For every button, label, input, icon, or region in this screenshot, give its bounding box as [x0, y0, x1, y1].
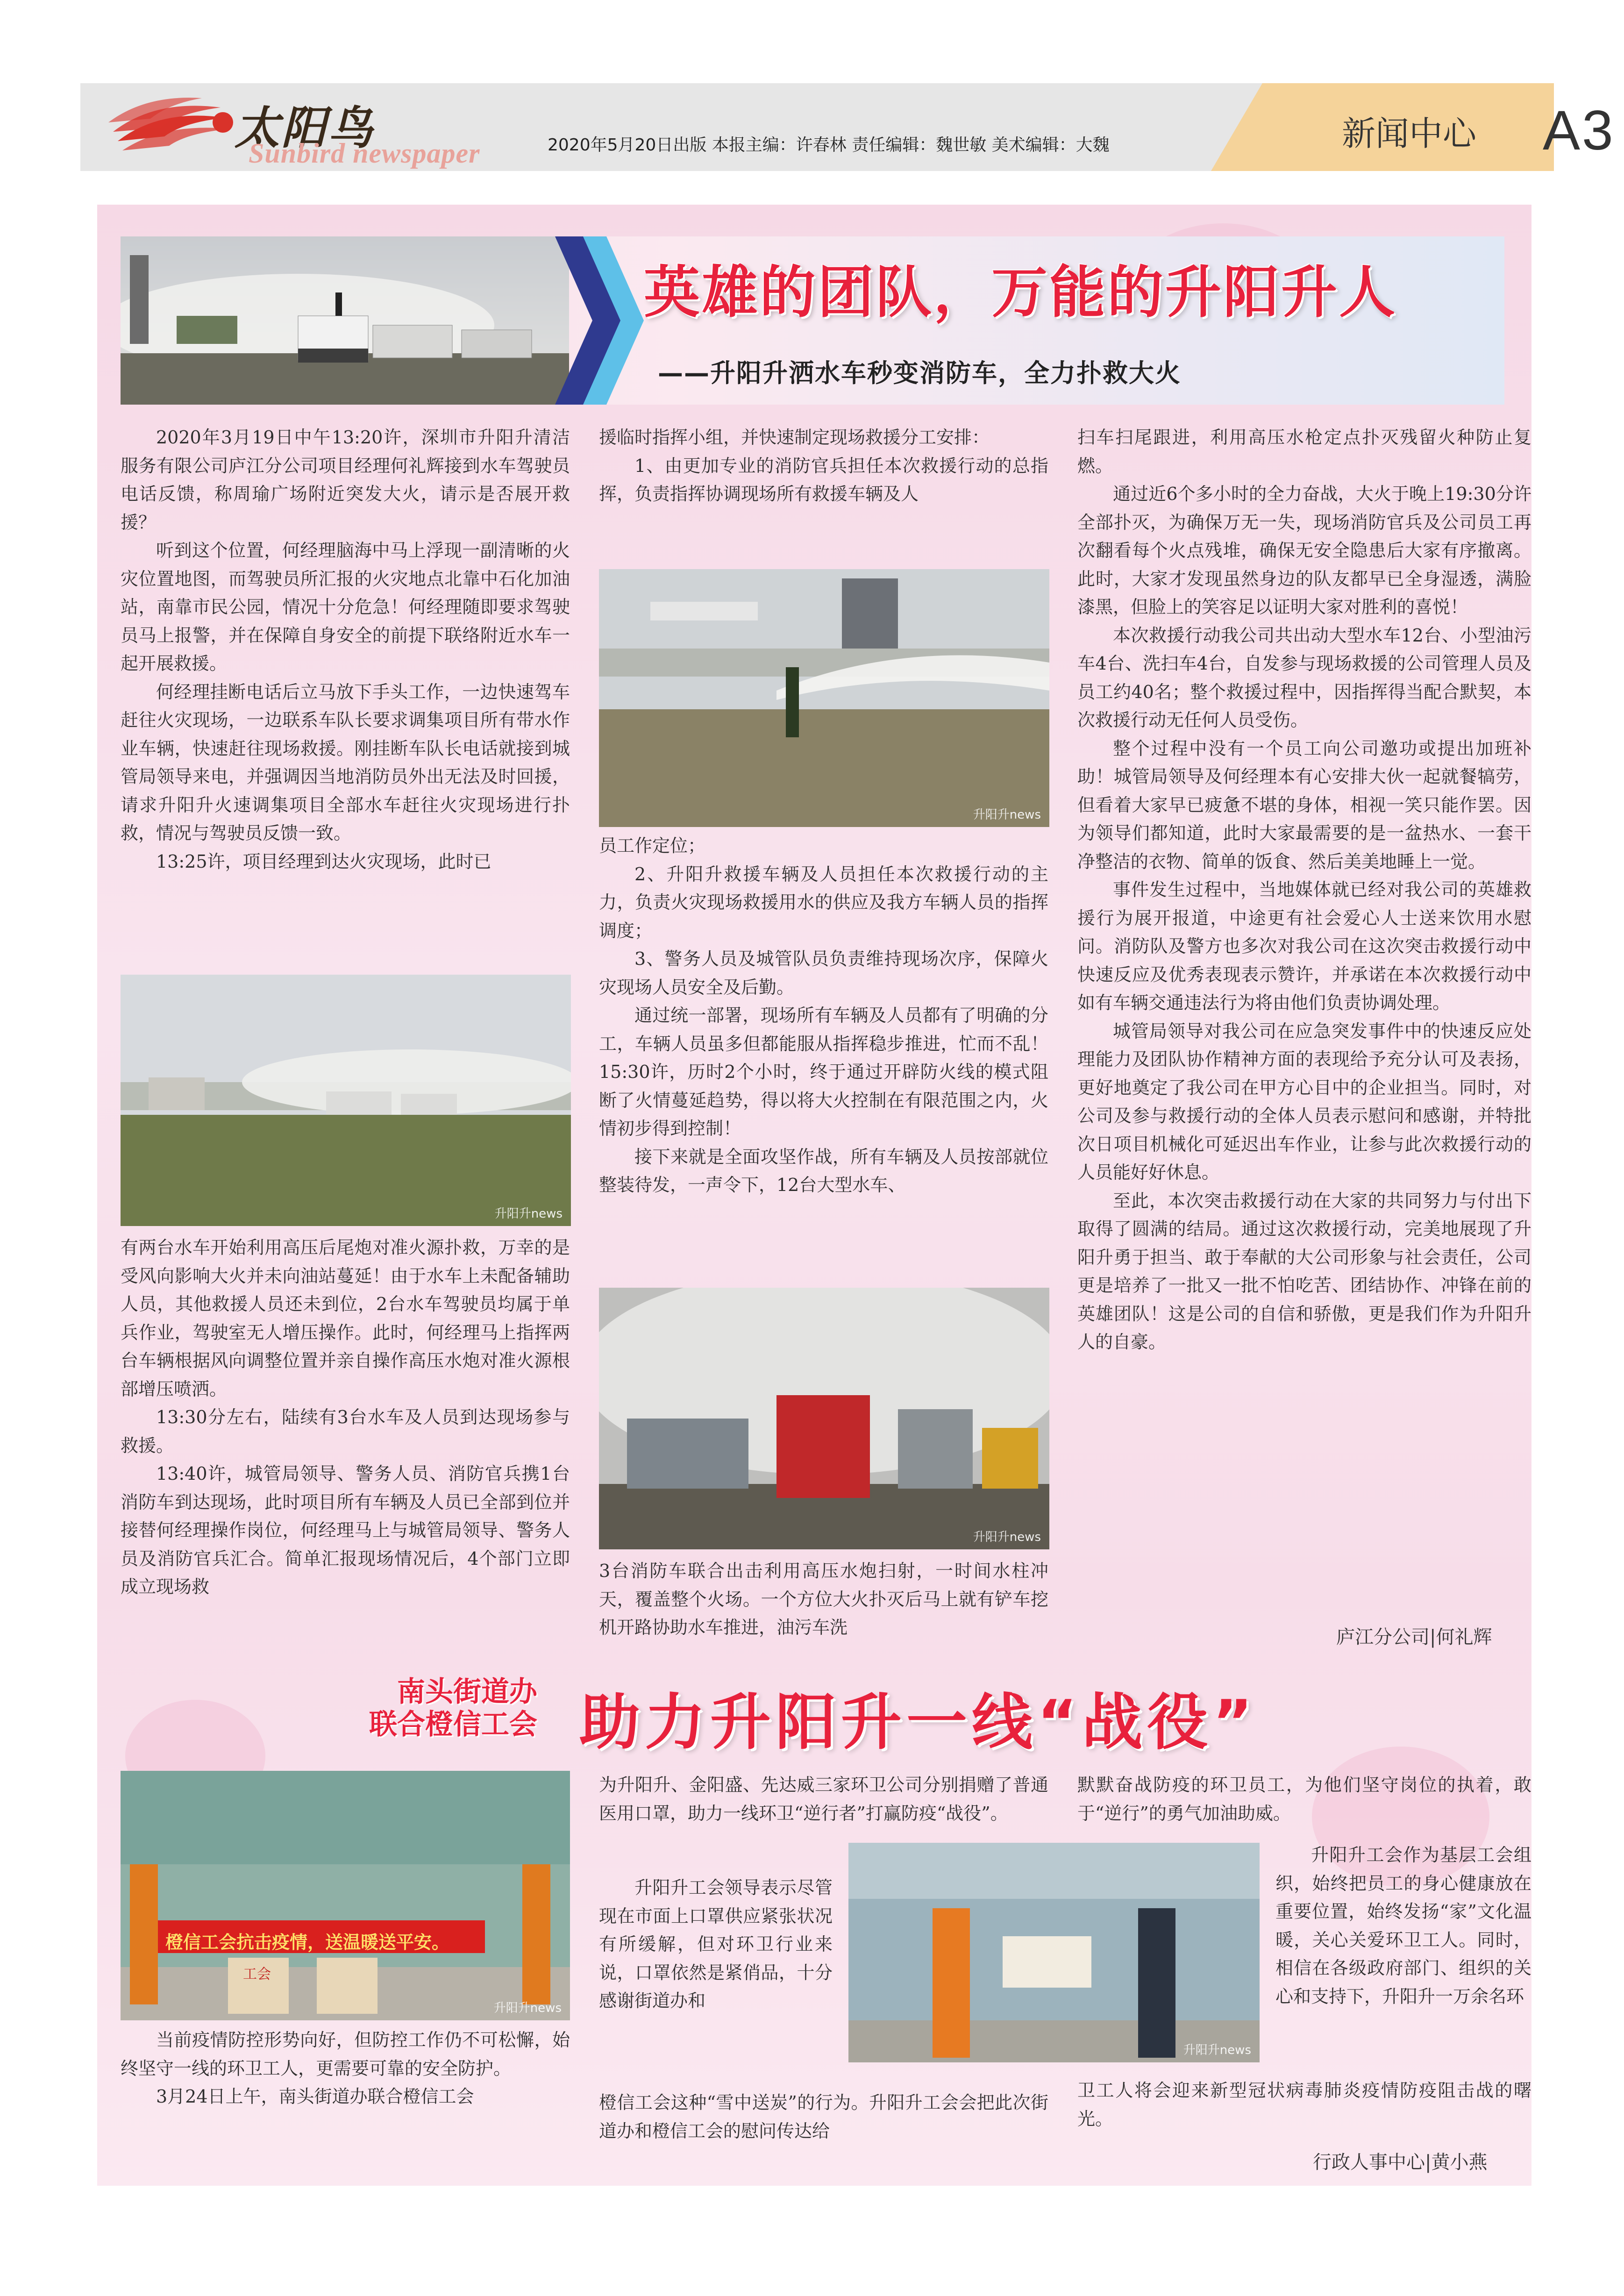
article-column-2c: [599, 1557, 1048, 1642]
article2-title: 助力升阳升一线“战役”: [579, 1687, 1257, 1758]
paragraph: 员工作定位；: [599, 835, 706, 856]
article2-column-3c: [1077, 2076, 1531, 2133]
paragraph: 1、由更加专业的消防官兵担任本次救援行动的总指挥，负责指挥协调现场所有救援车辆及人: [599, 455, 1048, 504]
paragraph: 扫车扫尾跟进，利用高压水枪定点扑灭残留火种防止复燃。: [1077, 427, 1531, 476]
photo-watermark: 升阳升news: [1183, 2043, 1251, 2057]
box-label: 工会: [243, 1966, 271, 1982]
paragraph: 援临时指挥小组，并快速制定现场救援分工安排：: [599, 427, 990, 448]
paragraph: 13:40许，城管局领导、警务人员、消防官兵携1台消防车到达现场，此时项目所有车辆及人员已全部到位并接替何经理操作岗位，何经理马上与城管局领导、警务人员及消防官兵汇合。简单汇报现场情况后，4个部门立即成立现场救: [121, 1463, 570, 1597]
paragraph: 3台消防车联合出击利用高压水炮扫射，一时间水柱冲天，覆盖整个火场。一个方位大火扑灭后马上就有铲车挖机开路协助水车推进，油污车洗: [599, 1561, 1048, 1638]
paragraph: 3月24日上午，南头街道办联合橙信工会: [156, 2086, 474, 2107]
paragraph: 13:25许，项目经理到达火灾现场，此时已: [156, 851, 491, 872]
paragraph: 橙信工会这种“雪中送炭”的行为。升阳升工会会把此次街道办和橙信工会的慰问传达给: [599, 2092, 1048, 2141]
paragraph: 当前疫情防控形势向好，但防控工作仍不可松懈，始终坚守一线的环卫工人，更需要可靠的安全防护。: [121, 2030, 570, 2079]
photo-banner-text: 橙信工会抗击疫情，送温暖送平安。: [165, 1932, 450, 1953]
paragraph: 3、警务人员及城管队员负责维持现场次序，保障火灾现场人员安全及后勤。: [599, 948, 1048, 998]
article2-column-2c: [599, 2089, 1048, 2145]
mask-handover-photo: [848, 1843, 1260, 2062]
article2-column-3b: [1275, 1841, 1531, 2011]
photo-scene: [121, 975, 571, 1226]
paragraph: 至此，本次突击救援行动在大家的共同努力与付出下取得了圆满的结局。通过这次救援行动，完美地展现了升阳升勇于担当、敢于奉献的大公司形象与社会责任，公司更是培养了一批又一批不怕吃苦、团结协作、冲锋在前的英雄团队！这是公司的自信和骄傲，更是我们作为升阳升人的自豪。: [1077, 1190, 1531, 1352]
chevron-arrows-icon: [555, 236, 648, 405]
paragraph: 为升阳升、金阳盛、先达威三家环卫公司分别捐赠了普通医用口罩，助力一线环卫“逆行者”打赢防疫“战役”。: [599, 1775, 1048, 1824]
page-number: A3: [1543, 99, 1615, 162]
title-line: 南头街道办: [397, 1676, 537, 1708]
article2-column-2a: [599, 1771, 1048, 1827]
paragraph: 升阳升工会领导表示尽管现在市面上口罩供应紧张状况有所缓解，但对环卫行业来说，口罩依然是紧俏品，十分感谢街道办和: [599, 1877, 833, 2011]
article-banner: [121, 236, 1504, 405]
photo-scene: [599, 569, 1049, 827]
paragraph: 何经理挂断电话后立马放下手头工作，一边快速驾车赶往火灾现场，一边联系车队长要求调集项目所有带水作业车辆，快速赶往现场救援。刚挂断车队长电话就接到城管局领导来电，并强调因当地消防员外出无法及时回援，请求升阳升火速调集项目全部水车赶往火灾现场进行扑救，情况与驾驶员反馈一致。: [121, 681, 570, 843]
section-name: 新闻中心: [1342, 114, 1477, 153]
article2-column-1: [121, 2026, 570, 2111]
masthead: [80, 83, 1615, 171]
paragraph: 默默奋战防疫的环卫员工，为他们坚守岗位的执着，敢于“逆行”的勇气加油助威。: [1077, 1775, 1531, 1824]
paragraph: 2、升阳升救援车辆及人员担任本次救援行动的主力，负责火灾现场救援用水的供应及我方车辆人员的指挥调度；: [599, 863, 1048, 941]
logo-english-name: Sunbird newspaper: [249, 138, 480, 169]
paragraph: 13:30分左右，陆续有3台水车及人员到达现场参与救援。: [121, 1407, 570, 1456]
article-column-1b: [121, 1234, 570, 1601]
photo-watermark: 升阳升news: [494, 1207, 563, 1221]
photo-scene: [599, 1288, 1049, 1549]
article-title: 英雄的团队，万能的升阳升人: [644, 260, 1397, 325]
sunbird-logo-icon: [108, 90, 239, 164]
photo-watermark: 升阳升news: [973, 1530, 1041, 1544]
paragraph: 卫工人将会迎来新型冠状病毒肺炎疫情防疫阻击战的曙光。: [1077, 2080, 1531, 2129]
photo-watermark: 升阳升news: [493, 2001, 562, 2015]
paragraph: 升阳升工会作为基层工会组织，始终把员工的身心健康放在重要位置，始终发扬“家”文化温暖，关心关爱环卫工人。同时，相信在各级政府部门、组织的关心和支持下，升阳升一万余名环: [1275, 1845, 1531, 2007]
photo-scene: [121, 1771, 570, 2020]
union-donation-group-photo: [121, 1771, 570, 2020]
article2-byline: 行政人事中心|黄小燕: [1313, 2152, 1488, 2173]
paragraph: 有两台水车开始利用高压后尾炮对准火源扑救，万幸的是受风向影响大火并未向油站蔓延！由于水车上未配备辅助人员，其他救援人员还未到位，2台水车驾驶员均属于单兵作业，驾驶室无人增压操作。此时，何经理马上指挥两台车辆根据风向调整位置并亲自操作高压水炮对准火源根部增压喷洒。: [121, 1237, 570, 1399]
paragraph: 事件发生过程中，当地媒体就已经对我公司的英雄救援行为展开报道，中途更有社会爱心人士送来饮用水慰问。消防队及警方也多次对我公司在这次突击救援行动中快速反应及优秀表现表示赞许，并承诺在本次救援行动中如有车辆交通违法行为将由他们负责协调处理。: [1077, 879, 1531, 1013]
paragraph: 整个过程中没有一个员工向公司邀功或提出加班补助！城管局领导及何经理本有心安排大伙一起就餐犒劳，但看着大家早已疲惫不堪的身体，相视一笑只能作罢。因为领导们都知道，此时大家最需要的是一盆热水、一套干净整洁的衣物、简单的饭食、然后美美地睡上一觉。: [1077, 738, 1531, 872]
article-subtitle: ——升阳升洒水车秒变消防车，全力扑救大火: [658, 358, 1181, 388]
paragraph: 本次救援行动我公司共出动大型水车12台、小型油污车4台、洗扫车4台，自发参与现场救援的公司管理人员及员工约40名；整个救援过程中，因指挥得当配合默契，本次救援行动无任何人员受伤。: [1077, 625, 1531, 730]
paragraph: 通过统一部署，现场所有车辆及人员都有了明确的分工，车辆人员虽多但都能服从指挥稳步推进，忙而不乱！15:30许，历时2个小时，终于通过开辟防火线的模式阻断了火情蔓延趋势，得以将大火控制在有限范围之内，火情初步得到控制！: [599, 1005, 1048, 1139]
title-line: 联合橙信工会: [369, 1708, 537, 1741]
paragraph: 听到这个位置，何经理脑海中马上浮现一副清晰的火灾位置地图，而驾驶员所汇报的火灾地点北靠中石化加油站，南靠市民公园，情况十分危急！何经理随即要求驾驶员马上报警，并在保障自身安全的前提下联络附近水车一起开展救援。: [121, 540, 570, 674]
article-column-1a: [121, 423, 570, 876]
article-column-2b: [599, 832, 1048, 1199]
paragraph: 通过近6个多小时的全力奋战，大火于晚上19:30分许全部扑灭，为确保万无一失，现场消防官兵及公司员工再次翻看每个火点残堆，确保无安全隐患后大家有序撤离。此时，大家才发现虽然身边的队友都早已全身湿透，满脸漆黑，但脸上的笑容足以证明大家对胜利的喜悦！: [1077, 484, 1531, 617]
fire-engine-photo: [599, 1288, 1049, 1549]
paragraph: 城管局领导对我公司在应急突发事件中的快速反应处理能力及团队协作精神方面的表现给予充分认可及表扬，更好地奠定了我公司在甲方心目中的企业担当。同时，对公司及参与救援行动的全体人员表示慰问和感谢，并特批次日项目机械化可延迟出车作业，让参与此次救援行动的人员能好好休息。: [1077, 1020, 1531, 1183]
paragraph: 接下来就是全面攻坚作战，所有车辆及人员按部就位整装待发，一声令下，12台大型水车、: [599, 1146, 1048, 1195]
logo-chinese-name: 太阳鸟: [235, 101, 375, 154]
photo-scene: [848, 1843, 1260, 2062]
fire-trucks-photo: [121, 236, 569, 405]
article2-column-2b: [599, 1874, 833, 2015]
paragraph: 2020年3月19日中午13:20许，深圳市升阳升清洁服务有限公司庐江分公司项目经理何礼辉接到水车驾驶员电话反馈，称周瑜广场附近突发大火，请示是否展开救援？: [121, 427, 570, 533]
newspaper-logo: [108, 90, 576, 169]
firefighting-field-photo: [121, 975, 571, 1226]
article2-column-3a: [1077, 1771, 1531, 1827]
article-column-2a: [599, 423, 1048, 508]
photo-watermark: 升阳升news: [973, 808, 1041, 822]
article2-title-prefix: [369, 1676, 537, 1741]
hose-spraying-photo: [599, 569, 1049, 827]
article-column-3: [1077, 423, 1531, 1356]
issue-info: 2020年5月20日出版 本报主编：许春林 责任编辑：魏世敏 美术编辑：大魏: [548, 135, 1110, 155]
article-byline: 庐江分公司|何礼辉: [1336, 1626, 1492, 1648]
